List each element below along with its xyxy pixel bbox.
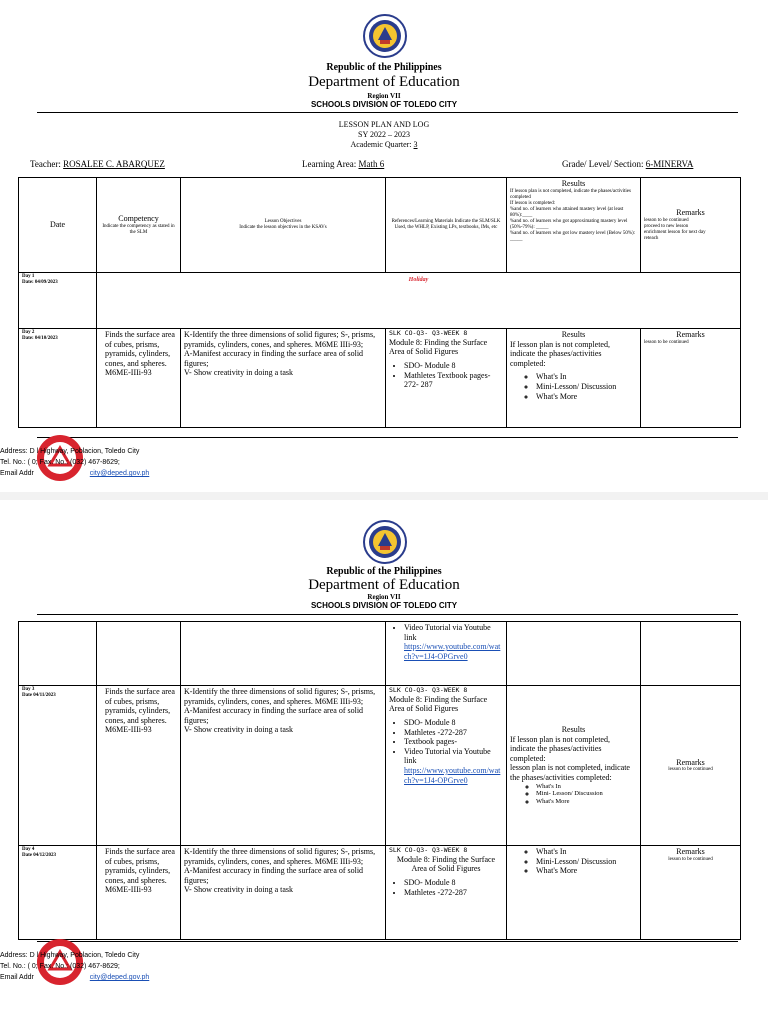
results-cell — [507, 686, 641, 846]
table-row — [19, 622, 741, 686]
objectives-header-sub: Indicate the lesson objectives in the KSAVs — [239, 225, 327, 230]
footer-email — [0, 468, 149, 479]
results-header-line: %and no. of learners who got low mastery level (Below 50%): _____ — [510, 230, 636, 242]
footer-divider — [37, 437, 738, 438]
day-cell — [19, 846, 97, 940]
objectives-header-title: Lesson Objectives — [264, 219, 302, 224]
objective-line: V- Show creativity in doing a task — [184, 725, 294, 735]
header-divider — [37, 614, 738, 615]
deped-seal-icon — [363, 14, 407, 58]
list-item: ◦ What's In — [536, 783, 637, 791]
objective-line: V- Show creativity in doing a task — [184, 368, 294, 378]
list-item: ◦ What's In — [536, 372, 637, 382]
day-cell — [19, 622, 97, 686]
table-row — [19, 329, 741, 428]
list-item: • Mathletes -272-287 — [404, 728, 503, 738]
department-title: Department of Education — [308, 74, 460, 90]
learning-area-label: Learning Area: — [302, 159, 357, 169]
holiday-cell — [97, 273, 741, 329]
references-list — [389, 361, 503, 390]
footer-address: Address: D l Highway, Poblacion, Toledo City — [0, 952, 140, 959]
remarks-cell — [641, 622, 741, 686]
learning-area-field — [302, 159, 384, 169]
results-cell — [507, 329, 641, 428]
competency-header-title: Competency — [118, 214, 159, 224]
references-header: References/Learning Materials Indicate the SLM/SLK Used, the WHLP, Existing LPs, textbooks, IMs, etc — [386, 178, 507, 273]
competency-header-sub: Indicate the competency as stated in the SLM — [102, 223, 175, 235]
footer-tel: Tel. No.: ( 0; Fax. No.: (032) 467-8629; — [0, 459, 120, 466]
remarks-header-line: lesson to be continued — [644, 217, 689, 223]
references-list — [389, 623, 503, 642]
date-header: Date — [19, 178, 97, 273]
objectives-header — [181, 178, 386, 273]
table-row — [19, 686, 741, 846]
teacher-value: ROSALEE C. ABARQUEZ — [63, 159, 165, 169]
competency-cell — [97, 686, 181, 846]
footer-tel: Tel. No.: ( 0; Fax. No.: (032) 467-8629; — [0, 963, 120, 970]
lesson-log-table — [18, 621, 741, 940]
day-cell — [19, 273, 97, 329]
remarks-header-line: enrichment lesson for next day — [644, 229, 706, 235]
references-code: SLK CO-Q3- Q3-WEEK 8 — [389, 846, 468, 854]
objective-line: A-Manifest accuracy in finding the surface area of solid figures; — [184, 349, 364, 368]
lesson-log-table — [18, 177, 741, 428]
list-item: • Mathletes -272-287 — [404, 888, 503, 898]
day-label: Day 1 — [22, 274, 35, 279]
objectives-cell — [181, 846, 386, 940]
footer-email-label: Email Addr — [0, 470, 34, 477]
region-label: Region VII — [367, 593, 401, 601]
references-title: Module 8: Finding the Surface Area of Solid Figures — [389, 694, 488, 714]
holiday-label: Holiday — [408, 277, 429, 283]
header-divider — [37, 112, 738, 113]
division-label: SCHOOLS DIVISION OF TOLEDO CITY — [310, 100, 458, 109]
document-page-2 — [0, 500, 768, 1024]
footer-email — [0, 972, 149, 983]
competency-text: Finds the surface area of cubes, prisms, pyramids, cylinders, cones, and spheres. — [105, 330, 175, 368]
objective-line: K-Identify the three dimensions of solid figures; S-, prisms, pyramids, cylinders, cones, and spheres. M6ME IIIi-93; — [184, 330, 376, 349]
table-header-row — [19, 178, 741, 273]
results-list — [510, 847, 637, 876]
objective-line: K-Identify the three dimensions of solid figures; S-, prisms, pyramids, cylinders, cones, and spheres. M6ME IIIi-93; — [184, 847, 376, 866]
objective-line: K-Identify the three dimensions of solid figures; S-, prisms, pyramids, cylinders, cones, and spheres. M6ME IIIi-93; — [184, 687, 376, 706]
teacher-field — [30, 159, 165, 169]
references-code: SLK CO-Q3- Q3-WEEK 8 — [389, 686, 468, 694]
list-item: ◦ Mini-Lesson/ Discussion — [536, 857, 637, 867]
references-cell — [386, 686, 507, 846]
list-item: • Video Tutorial via Youtube link — [404, 623, 503, 642]
references-cell — [386, 846, 507, 940]
remarks-text: lesson to be continued — [668, 767, 713, 773]
remarks-header-title: Remarks — [676, 208, 705, 218]
day-label: Day 3 — [22, 687, 35, 692]
footer-divider — [37, 941, 738, 942]
results-text: If lesson plan is not completed, indicate the phases/activities completed: — [510, 734, 610, 763]
remarks-text: lesson to be continued — [644, 339, 689, 345]
video-link-text[interactable]: https://www.youtube.com/watch?v=1J4-OPGrve0 — [404, 765, 501, 785]
video-link[interactable] — [389, 642, 503, 661]
results-header-line: If lesson is completed: — [510, 200, 556, 206]
teacher-label: Teacher: — [30, 159, 61, 169]
remarks-cell — [641, 846, 741, 940]
remarks-header — [641, 178, 741, 273]
competency-text: Finds the surface area of cubes, prisms, pyramids, cylinders, cones, and spheres. — [105, 847, 175, 885]
list-item: ◦ What's In — [536, 847, 637, 857]
department-title: Department of Education — [308, 577, 460, 593]
date-label: Date: 04/10/2023 — [22, 336, 58, 341]
competency-cell — [97, 846, 181, 940]
list-item: • Textbook pages- — [404, 737, 503, 747]
grade-label: Grade/ Level/ Section: — [562, 159, 644, 169]
footer-email-label: Email Addr — [0, 974, 34, 981]
remarks-title: Remarks — [676, 330, 705, 339]
lesson-plan-title: LESSON PLAN AND LOG — [338, 120, 430, 129]
list-item: ◦ What's More — [536, 798, 637, 806]
list-item: • Mathletes Textbook pages-272- 287 — [404, 371, 503, 390]
day-cell — [19, 686, 97, 846]
footer-contact — [0, 446, 149, 479]
references-cell — [386, 622, 507, 686]
video-link[interactable] — [389, 766, 503, 785]
competency-code: M6ME-IIIi-93 — [105, 885, 152, 895]
video-link-text[interactable]: https://www.youtube.com/watch?v=1J4-OPGrve0 — [404, 642, 501, 661]
grade-field — [562, 159, 693, 169]
results-header-line: If lesson plan is not completed, indicate the phases/activities completed — [510, 188, 631, 200]
division-label: SCHOOLS DIVISION OF TOLEDO CITY — [310, 601, 458, 610]
objectives-cell — [181, 329, 386, 428]
document-page-1 — [0, 0, 768, 492]
grade-value: 6-MINERVA — [645, 159, 694, 169]
results-title: Results — [561, 725, 586, 735]
date-label: Date 04/11/2023 — [22, 693, 56, 698]
footer-contact — [0, 950, 149, 983]
objectives-cell — [181, 686, 386, 846]
list-item: • Video Tutorial via Youtube link — [404, 747, 503, 766]
references-list — [389, 718, 503, 766]
remarks-text: lesson to be continued — [668, 856, 713, 862]
competency-cell — [97, 329, 181, 428]
competency-code: M6ME-IIIi-93 — [105, 725, 152, 735]
day-cell — [19, 329, 97, 428]
remarks-header-line: reteach — [644, 235, 659, 241]
results-cell — [507, 622, 641, 686]
results-header-line: %and no. of learners who attained mastery level (at least 80%):____ — [510, 206, 624, 218]
objectives-cell — [181, 622, 386, 686]
references-title: Module 8: Finding the Surface Area of Solid Figures — [396, 854, 496, 874]
references-code: SLK CO-Q3- Q3-WEEK 8 — [389, 329, 468, 337]
list-item: ◦ What's More — [536, 392, 637, 402]
table-row — [19, 846, 741, 940]
list-item: ◦ Mini- Lesson/ Discussion — [536, 790, 637, 798]
date-label: Date 04/12/2023 — [22, 853, 57, 858]
references-list — [389, 878, 503, 897]
deped-seal-icon — [363, 520, 407, 564]
list-item: ◦ Mini-Lesson/ Discussion — [536, 382, 637, 392]
results-text: If lesson plan is not completed, indicate the phases/activities completed: — [510, 339, 610, 368]
remarks-cell — [641, 686, 741, 846]
region-label: Region VII — [367, 92, 401, 100]
footer-email-link[interactable]: city@deped.gov.ph — [89, 974, 150, 981]
republic-label: Republic of the Philippines — [326, 62, 442, 73]
republic-label: Republic of the Philippines — [326, 566, 442, 577]
references-title: Module 8: Finding the Surface Area of Solid Figures — [389, 337, 488, 357]
quarter-label: Academic Quarter: — [350, 140, 412, 149]
competency-text: Finds the surface area of cubes, prisms, pyramids, cylinders, cones, and spheres. — [105, 687, 175, 725]
results-list — [510, 783, 637, 806]
remarks-cell — [641, 329, 741, 428]
results-text: lesson plan is not completed, indicate the phases/activities completed: — [510, 763, 630, 782]
remarks-title: Remarks — [676, 847, 705, 856]
table-row — [19, 273, 741, 329]
results-header-line: %and no. of learners who got approximating mastery level (50%-79%): _____ — [510, 218, 628, 230]
school-year: SY 2022 – 2023 — [358, 130, 410, 139]
list-item: • SDO- Module 8 — [404, 718, 503, 728]
remarks-title: Remarks — [676, 757, 705, 767]
results-header-title: Results — [561, 179, 586, 188]
results-cell — [507, 846, 641, 940]
quarter-value: 3 — [413, 140, 418, 149]
date-label: Date: 04/09/2023 — [22, 280, 58, 285]
day-label: Day 4 — [22, 847, 35, 852]
list-item: • SDO- Module 8 — [404, 361, 503, 371]
references-cell — [386, 329, 507, 428]
list-item: ◦ What's More — [536, 866, 637, 876]
results-header — [507, 178, 641, 273]
footer-email-link[interactable]: city@deped.gov.ph — [89, 470, 150, 477]
remarks-header-line: proceed to new lesson — [644, 223, 689, 229]
academic-quarter — [0, 140, 768, 149]
competency-header — [97, 178, 181, 273]
competency-code: M6ME-IIIi-93 — [105, 368, 152, 378]
list-item: • SDO- Module 8 — [404, 878, 503, 888]
day-label: Day 2 — [22, 330, 35, 335]
results-title: Results — [561, 330, 586, 339]
objective-line: V- Show creativity in doing a task — [184, 885, 294, 895]
competency-cell — [97, 622, 181, 686]
objective-line: A-Manifest accuracy in finding the surface area of solid figures; — [184, 866, 364, 885]
learning-area-value: Math 6 — [358, 159, 385, 169]
objective-line: A-Manifest accuracy in finding the surface area of solid figures; — [184, 706, 364, 725]
footer-address: Address: D l Highway, Poblacion, Toledo City — [0, 448, 140, 455]
results-list — [510, 372, 637, 401]
